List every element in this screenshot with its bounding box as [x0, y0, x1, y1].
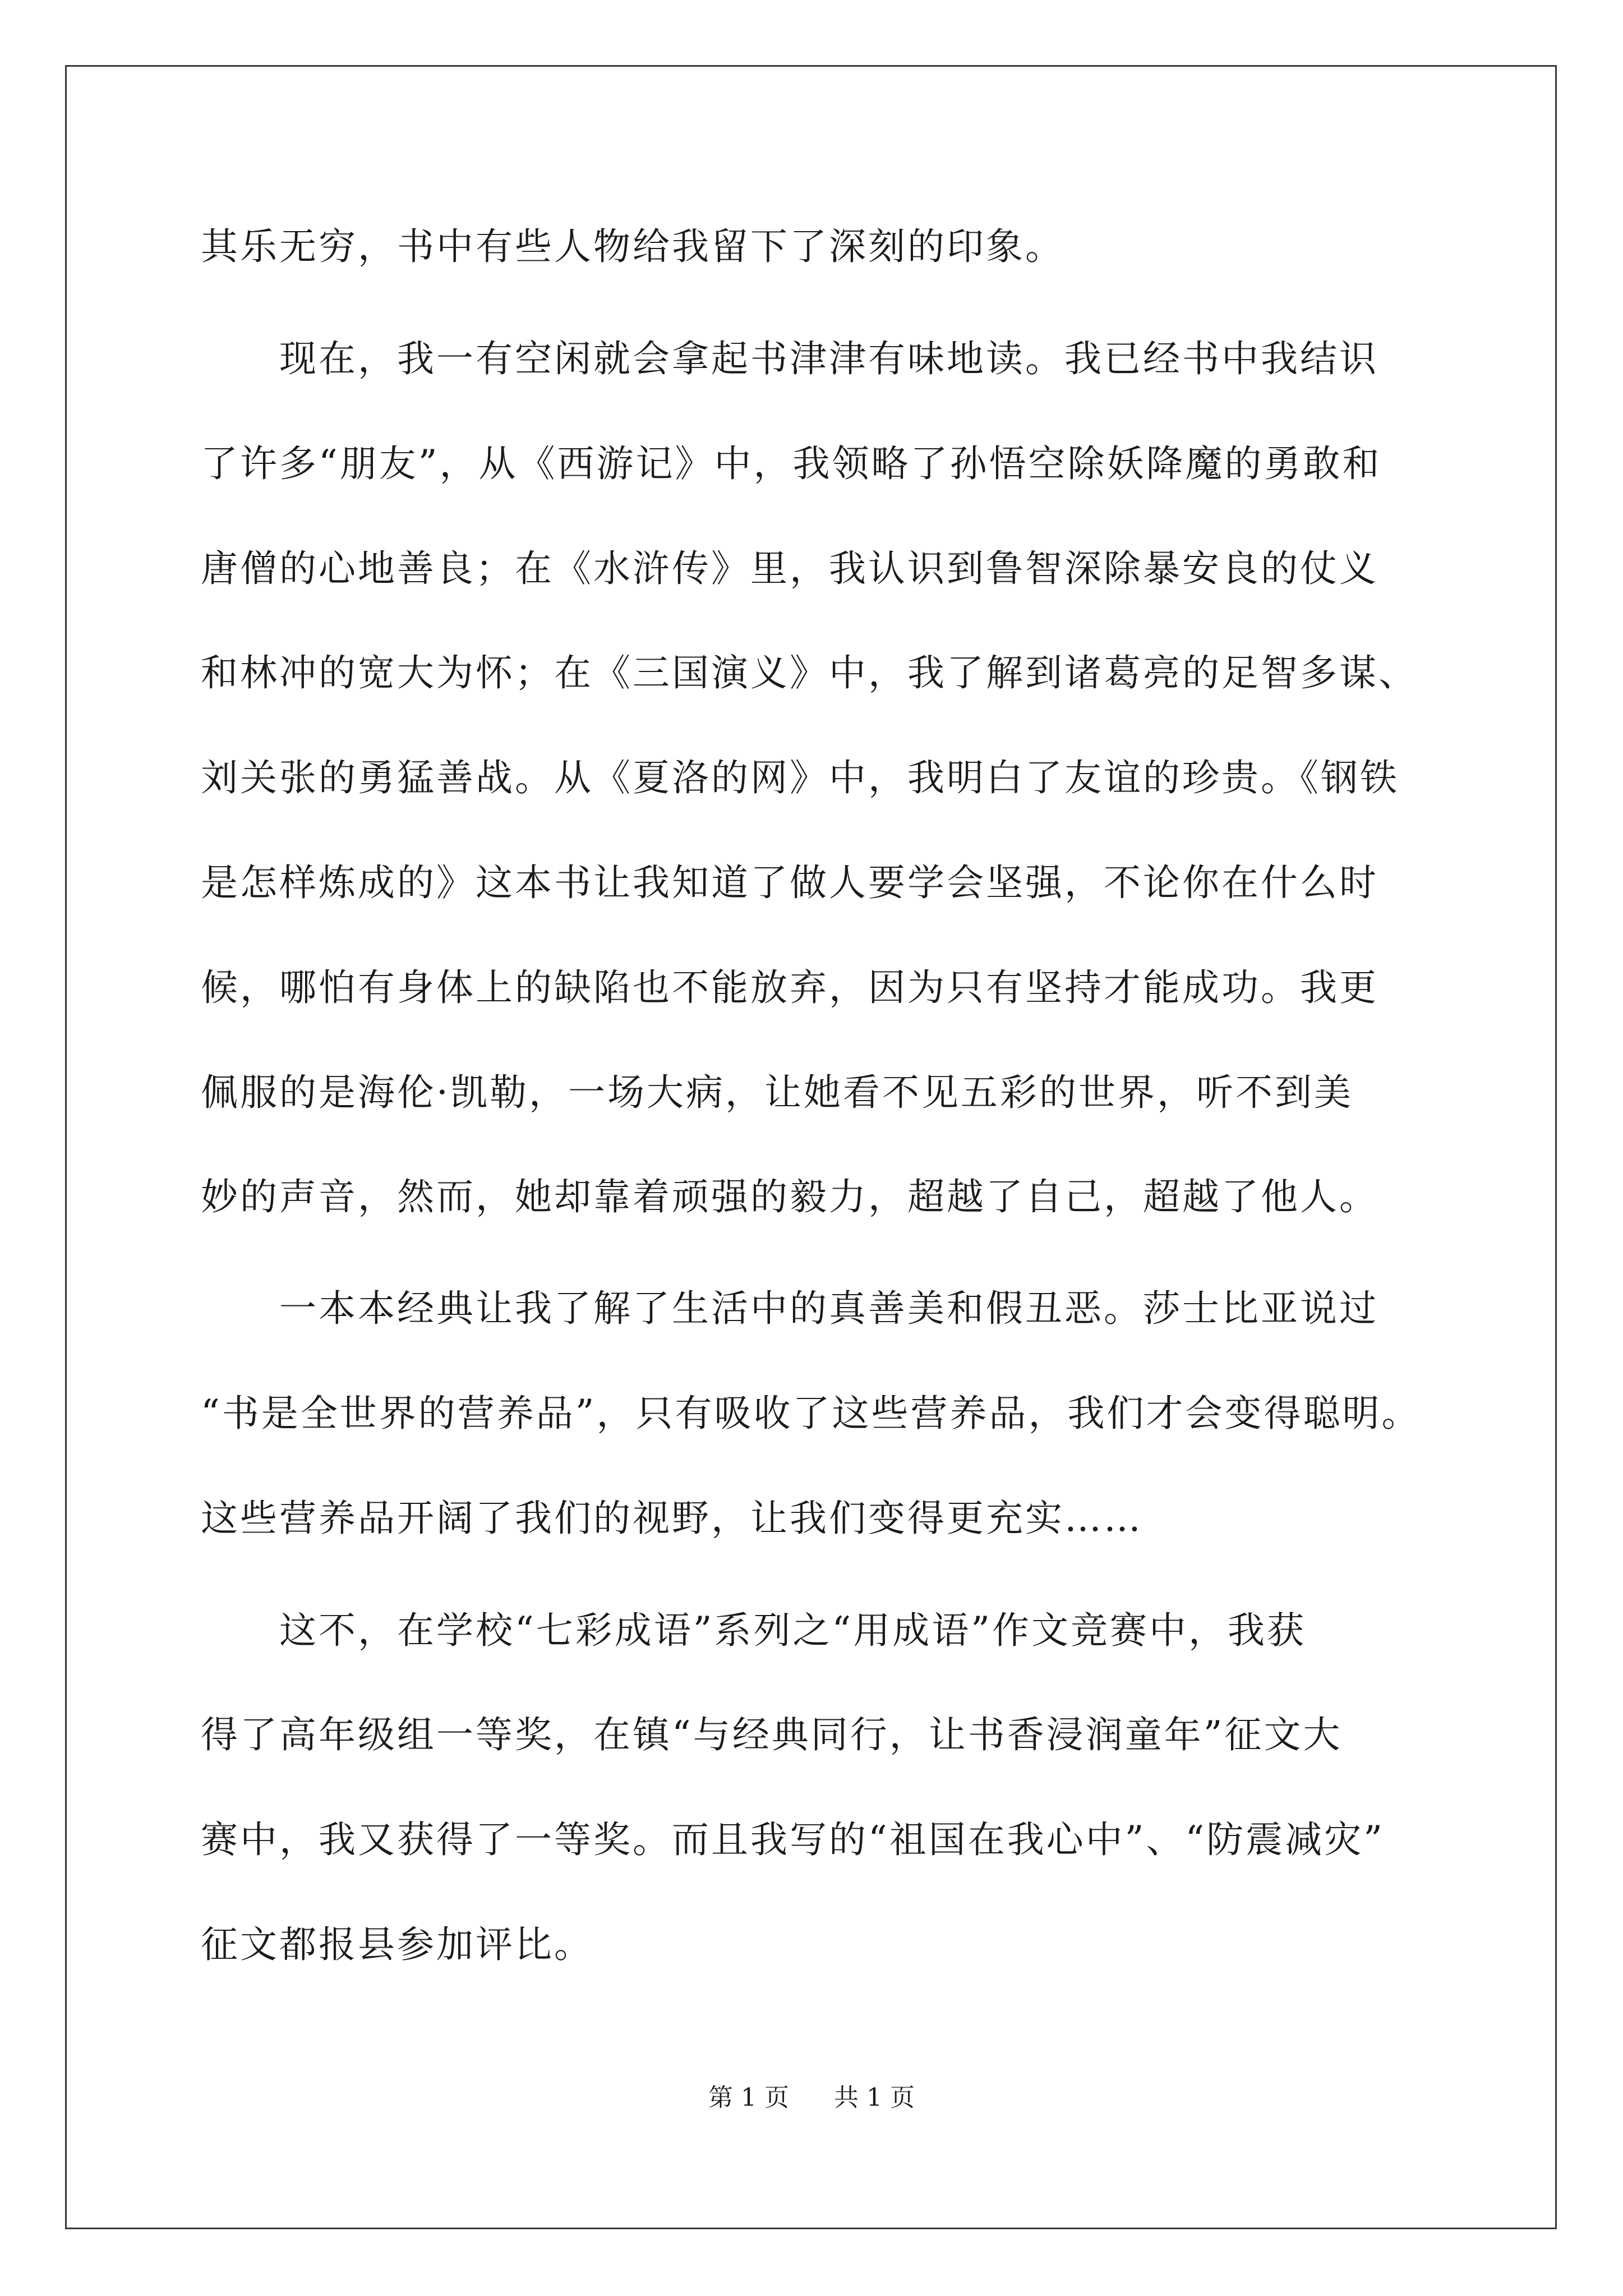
text-line: 征文都报县参加评比。	[201, 1923, 593, 1966]
paragraph-start-line: 现在，我一有空闲就会拿起书津津有味地读。我已经书中我结识	[279, 337, 1378, 380]
text-line: 赛中，我又获得了一等奖。而且我写的“祖国在我心中”、“防震减灾”	[201, 1818, 1385, 1861]
text-line: 妙的声音，然而，她却靠着顽强的毅力，超越了自己，超越了他人。	[201, 1175, 1378, 1218]
text-line: 这些营养品开阔了我们的视野，让我们变得更充实……	[201, 1497, 1143, 1540]
page-number: 第 1 页	[708, 2083, 789, 2112]
text-line: 是怎样炼成的》这本书让我知道了做人要学会坚强，不论你在什么时	[201, 861, 1378, 904]
text-line: 候，哪怕有身体上的缺陷也不能放弃，因为只有坚持才能成功。我更	[201, 966, 1378, 1009]
page-footer	[0, 2081, 1623, 2115]
text-line: 唐僧的心地善良；在《水浒传》里，我认识到鲁智深除暴安良的仗义	[201, 547, 1378, 590]
page-total: 共 1 页	[834, 2083, 915, 2112]
page-border	[65, 65, 1557, 2229]
text-line: 得了高年级组一等奖，在镇“与经典同行，让书香浸润童年”征文大	[201, 1713, 1343, 1756]
text-line: “书是全世界的营养品”，只有吸收了这些营养品，我们才会变得聪明。	[201, 1392, 1421, 1435]
paragraph-start-line: 一本本经典让我了解了生活中的真善美和假丑恶。莎士比亚说过	[279, 1287, 1378, 1330]
text-line: 其乐无穷，书中有些人物给我留下了深刻的印象。	[201, 225, 1064, 268]
paragraph-start-line: 这不，在学校“七彩成语”系列之“用成语”作文竞赛中，我获	[279, 1609, 1306, 1652]
text-line: 刘关张的勇猛善战。从《夏洛的网》中，我明白了友谊的珍贵。《钢铁	[201, 756, 1399, 799]
text-line: 佩服的是海伦·凯勒，一场大病，让她看不见五彩的世界，听不到美	[201, 1071, 1353, 1114]
text-line: 和林冲的宽大为怀；在《三国演义》中，我了解到诸葛亮的足智多谋、	[201, 651, 1418, 694]
text-line: 了许多“朋友”，从《西游记》中，我领略了孙悟空除妖降魔的勇敢和	[201, 442, 1382, 485]
